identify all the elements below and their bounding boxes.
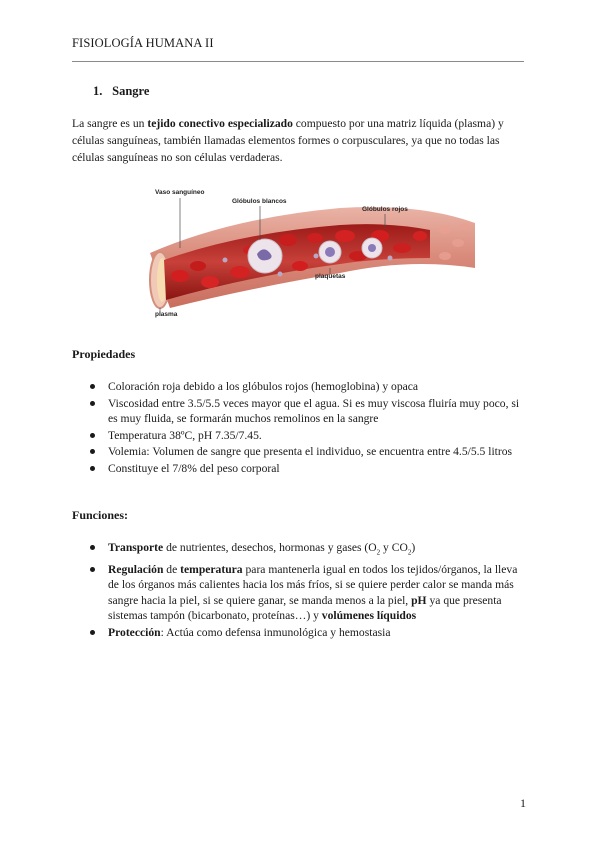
protection-text: : Actúa como defensa inmunológica y hemostasia — [160, 625, 391, 639]
label-vessel: Vaso sanguíneo — [155, 189, 205, 196]
rbc — [307, 233, 323, 243]
blood-vessel-figure — [140, 178, 490, 328]
bullet — [90, 433, 95, 438]
page-header: FISIOLOGÍA HUMANA II — [72, 36, 214, 50]
ph-term: pH — [411, 593, 427, 607]
list-item — [72, 444, 528, 460]
transport-term: Transporte — [108, 541, 164, 554]
wbc-nucleus — [368, 244, 376, 252]
bullet — [90, 401, 95, 406]
list-item-text: Volemia: Volumen de sangre que presenta el individuo, se encuentra entre 4.5/5.5 litros — [108, 445, 513, 458]
list-item-text: Constituye el 7/8% del peso corporal — [108, 461, 280, 475]
rbc — [171, 270, 189, 282]
bullet — [90, 466, 95, 471]
rbc — [279, 234, 297, 246]
platelet — [223, 258, 228, 263]
texture-cell — [452, 239, 464, 247]
intro-bold-term: tejido conectivo especializado — [147, 117, 293, 130]
rbc — [190, 261, 206, 271]
wbc-nucleus — [325, 247, 335, 257]
intro-text-1: La sangre es un — [72, 117, 148, 130]
bullet — [90, 449, 95, 454]
rbc — [335, 230, 355, 242]
transport-text-mid: y CO — [380, 541, 408, 554]
texture-cell — [439, 252, 451, 260]
regulation-text-2: para mantenerla igual en todos los tejidos/órganos, la lleva de los órganos más calientes hacia los más fríos, si se quiere perder calor se manda más sangre hacia la piel, si se quiere ganar, se manda menos a la piel, — [108, 562, 518, 607]
regulation-text-3: ya que presenta sistemas tampón (bicarbonato, proteínas…) y — [108, 593, 502, 623]
section-title — [93, 84, 149, 99]
volumes-term: volúmenes líquidos — [321, 609, 417, 623]
functions-heading: Funciones: — [72, 508, 129, 522]
header-divider — [72, 61, 524, 62]
bullet — [90, 567, 95, 572]
platelet — [278, 272, 283, 277]
section-number: 1. — [93, 84, 103, 98]
label-platelets: plaquetas — [315, 273, 346, 280]
transport-text-end: ) — [411, 541, 416, 554]
list-item-text: Temperatura 38ºC, pH 7.35/7.45. — [108, 428, 262, 442]
bullet — [90, 384, 95, 389]
list-item-text: Coloración roja debido a los glóbulos rojos (hemoglobina) y opaca — [108, 380, 419, 393]
list-item — [72, 562, 528, 624]
regulation-text-1: de — [163, 562, 181, 576]
rbc — [201, 276, 219, 288]
label-white-cells: Glóbulos blancos — [232, 198, 287, 205]
platelet — [314, 254, 319, 259]
transport-text: de nutrientes, desechos, hormonas y gases (O — [163, 541, 377, 554]
protection-term: Protección — [108, 625, 161, 639]
intro-paragraph — [72, 115, 528, 166]
rbc — [292, 261, 308, 271]
rbc — [230, 266, 250, 278]
rbc — [393, 243, 411, 253]
properties-heading: Propiedades — [72, 347, 136, 361]
page-number: 1 — [520, 796, 526, 810]
bullet — [90, 630, 95, 635]
list-item — [72, 540, 528, 561]
label-red-cells: Glóbulos rojos — [362, 206, 408, 213]
list-item — [72, 428, 528, 444]
temperature-term: temperatura — [180, 562, 243, 576]
section-title-text: Sangre — [112, 84, 150, 98]
platelet — [388, 256, 393, 261]
intro-text-2: compuesto por una matriz líquida (plasma) y células sanguíneas, también llamadas elementos formes o corpusculares, ya que no todas las células sanguíneas no son células verdaderas. — [72, 117, 504, 164]
texture-cell — [439, 226, 451, 234]
label-plasma: plasma — [155, 311, 178, 318]
properties-list — [72, 379, 528, 477]
subscript: 2 — [376, 548, 381, 557]
functions-list — [72, 540, 528, 641]
rbc — [413, 231, 427, 241]
list-item-text: Viscosidad entre 3.5/5.5 veces mayor que el agua. Si es muy viscosa fluiría muy poco, si es muy fluida, se formarán muchos remolinos en la sangre — [108, 396, 520, 425]
texture-cell — [460, 223, 470, 229]
list-item — [72, 461, 528, 477]
subscript: 2 — [407, 548, 412, 557]
regulation-term: Regulación — [108, 562, 164, 576]
list-item — [72, 379, 528, 395]
list-item — [72, 396, 528, 427]
list-item — [72, 625, 528, 641]
bullet — [90, 545, 95, 550]
